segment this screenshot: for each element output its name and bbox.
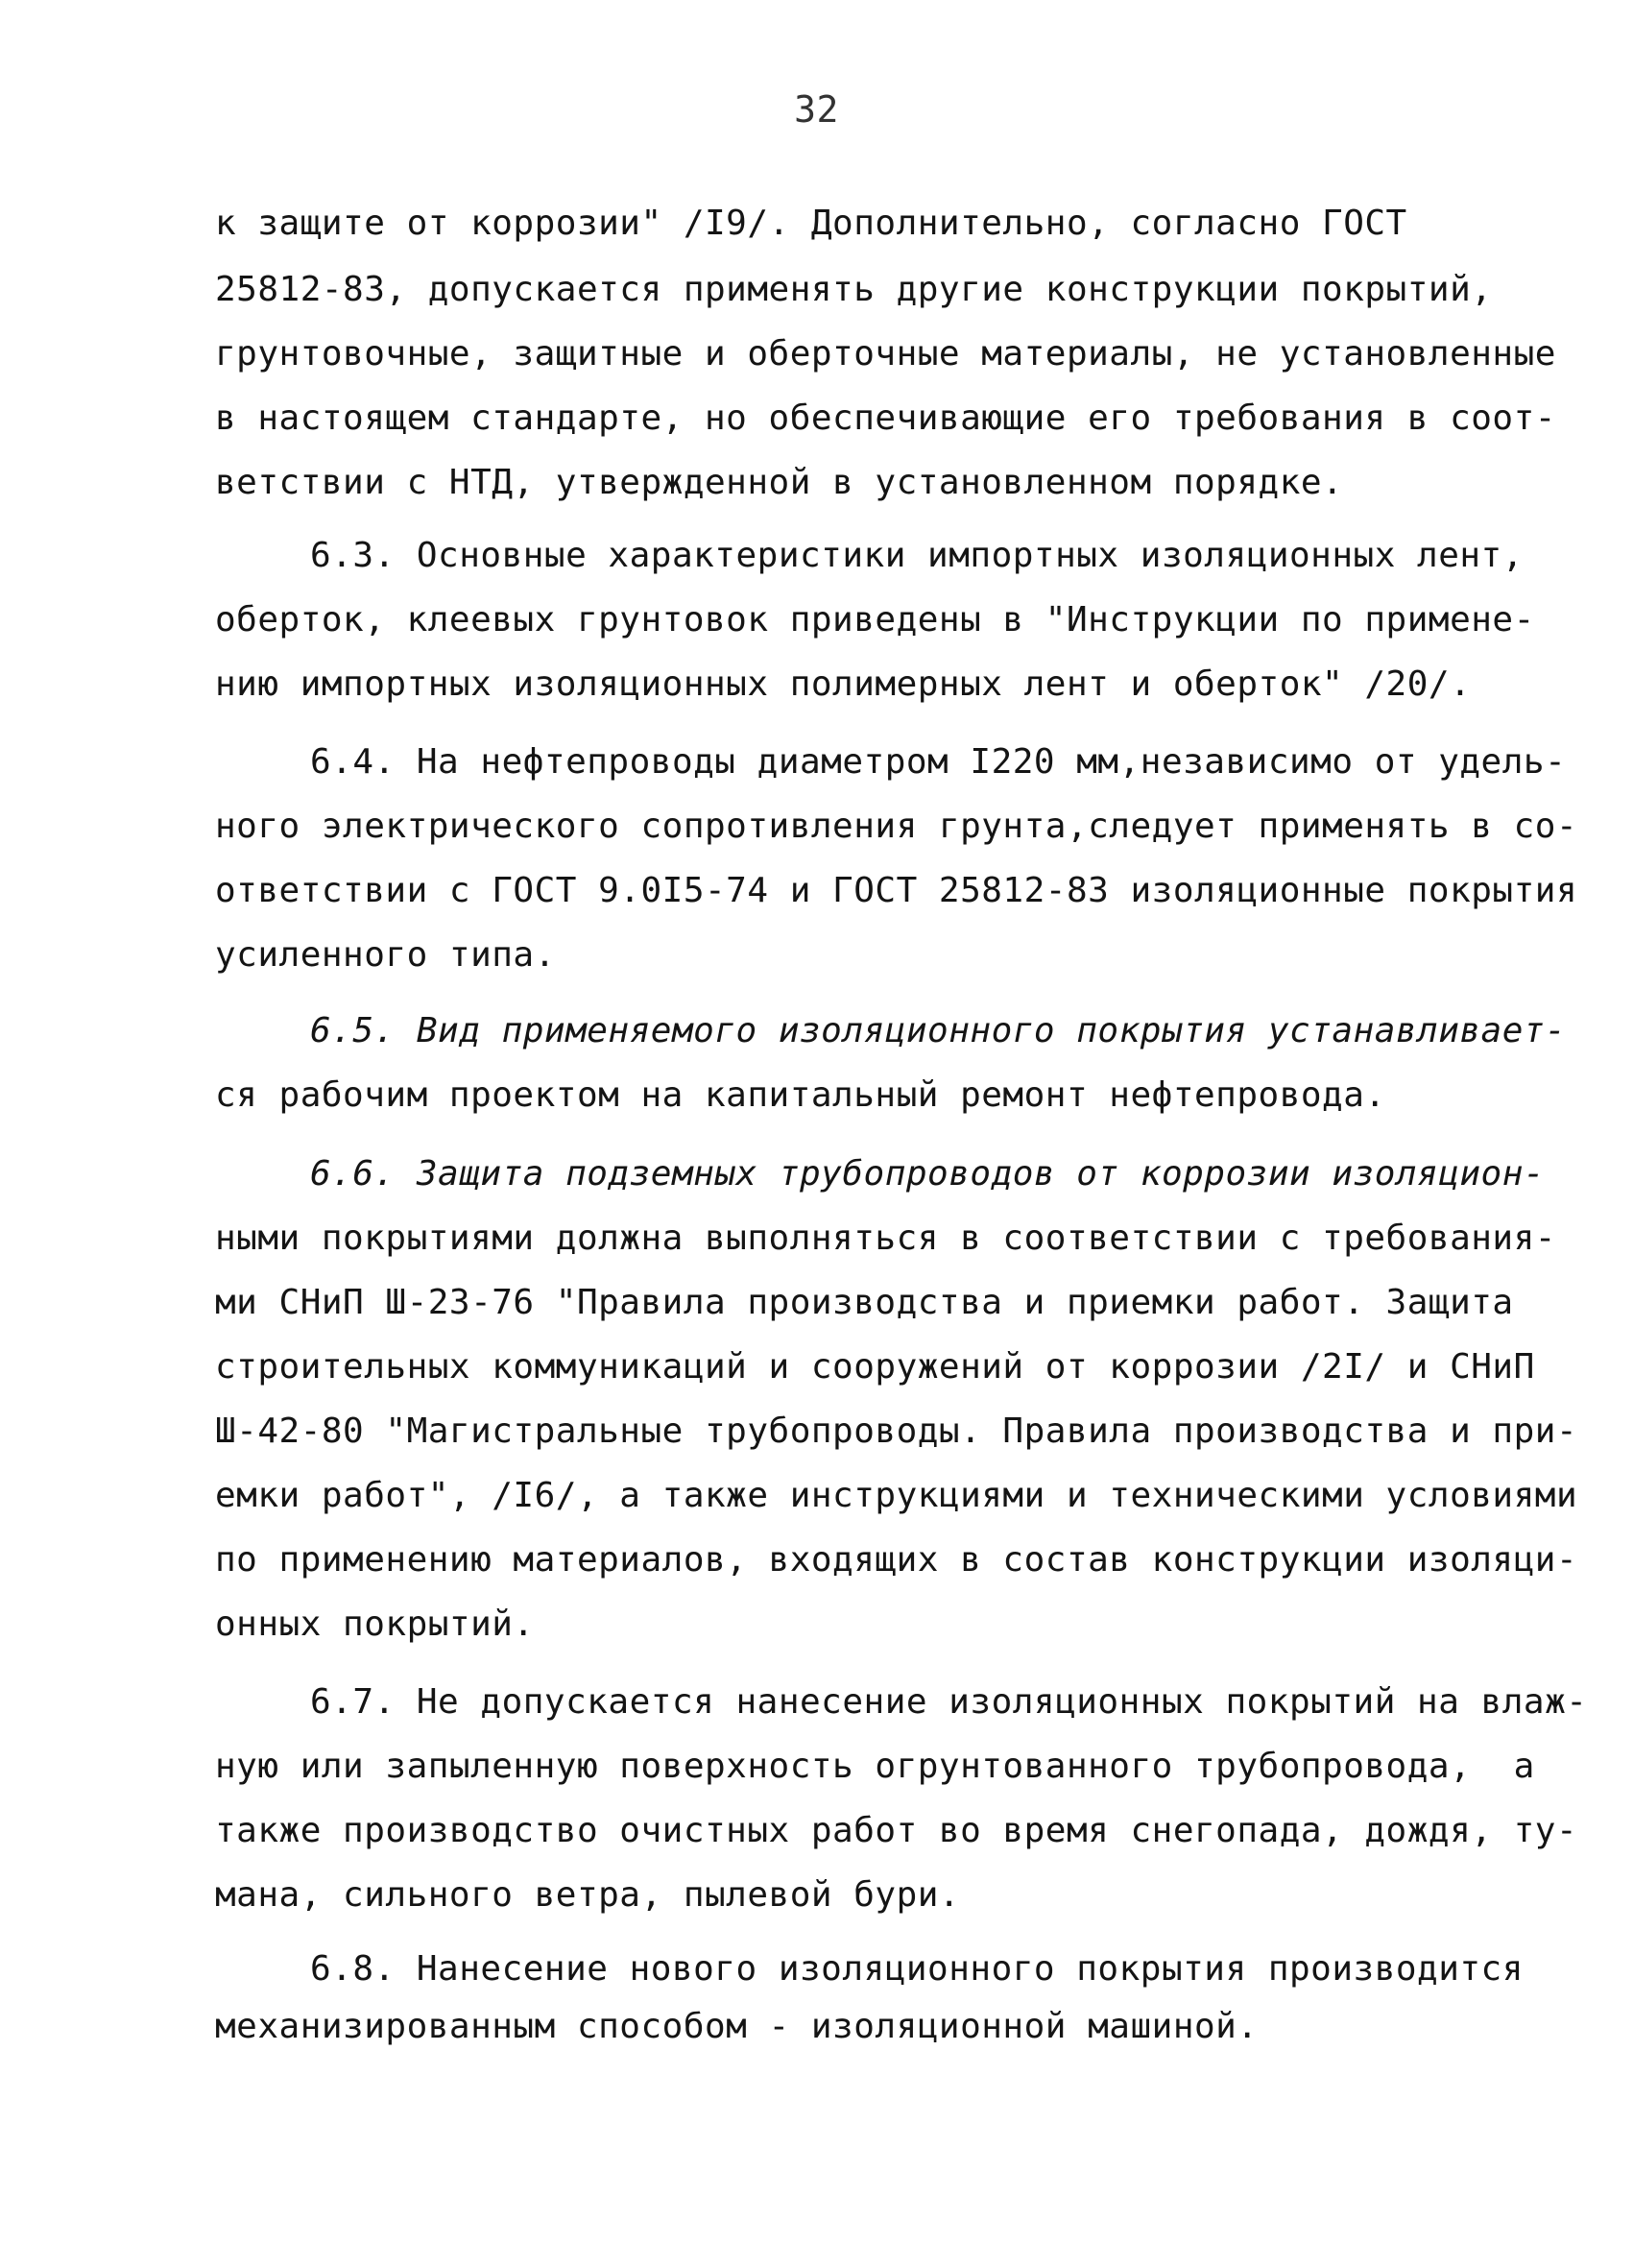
text-line: Ш-42-80 "Магистральные трубопроводы. Правила производства и при- [215, 1411, 1578, 1451]
text-line: ную или запыленную поверхность огрунтованного трубопровода, а [215, 1747, 1535, 1786]
text-line: 6.4. На нефтепроводы диаметром I220 мм,независимо от удель- [310, 742, 1567, 782]
text-line: грунтовочные, защитные и оберточные материалы, не установленные [215, 334, 1556, 374]
text-line: механизированным способом - изоляционной машиной. [215, 2007, 1259, 2046]
text-line: ся рабочим проектом на капитальный ремонт нефтепровода. [215, 1075, 1386, 1115]
text-line: в настоящем стандарте, но обеспечивающие его требования в соот- [215, 398, 1556, 438]
text-line: емки работ", /I6/, а также инструкциями и техническими условиями [215, 1476, 1578, 1515]
text-line: мана, сильного ветра, пылевой бури. [215, 1875, 961, 1915]
text-line: 6.8. Нанесение нового изоляционного покрытия производится [310, 1949, 1524, 1989]
page-number: 32 [794, 88, 839, 131]
text-line: ного электрического сопротивления грунта,следует применять в со- [215, 807, 1578, 846]
text-line: нию импортных изоляционных полимерных лент и оберток" /20/. [215, 664, 1472, 704]
text-line: онных покрытий. [215, 1604, 535, 1644]
text-line: по применению материалов, входящих в состав конструкции изоляци- [215, 1540, 1578, 1580]
text-line: ответствии с ГОСТ 9.0I5-74 и ГОСТ 25812-83 изоляционные покрытия [215, 871, 1578, 910]
text-line: оберток, клеевых грунтовок приведены в "Инструкции по примене- [215, 600, 1535, 639]
text-line: также производство очистных работ во время снегопада, дождя, ту- [215, 1811, 1578, 1850]
text-line: 6.3. Основные характеристики импортных изоляционных лент, [310, 536, 1524, 575]
text-line: усиленного типа. [215, 935, 556, 975]
text-line: 25812-83, допускается применять другие конструкции покрытий, [215, 270, 1493, 309]
text-line: 6.6. Защита подземных трубопроводов от коррозии изоляцион- [310, 1154, 1546, 1194]
text-line: 6.7. Не допускается нанесение изоляционных покрытий на влаж- [310, 1682, 1588, 1722]
text-line: ными покрытиями должна выполняться в соответствии с требования- [215, 1218, 1556, 1258]
text-line: ветствии с НТД, утвержденной в установленном порядке. [215, 463, 1344, 502]
text-line: строительных коммуникаций и сооружений от коррозии /2I/ и СНиП [215, 1347, 1535, 1387]
text-line: 6.5. Вид применяемого изоляционного покрытия устанавливает- [310, 1011, 1567, 1050]
text-line: ми СНиП Ш-23-76 "Правила производства и приемки работ. Защита [215, 1283, 1514, 1322]
text-line: к защите от коррозии" /I9/. Дополнительно, согласно ГОСТ [215, 204, 1407, 243]
